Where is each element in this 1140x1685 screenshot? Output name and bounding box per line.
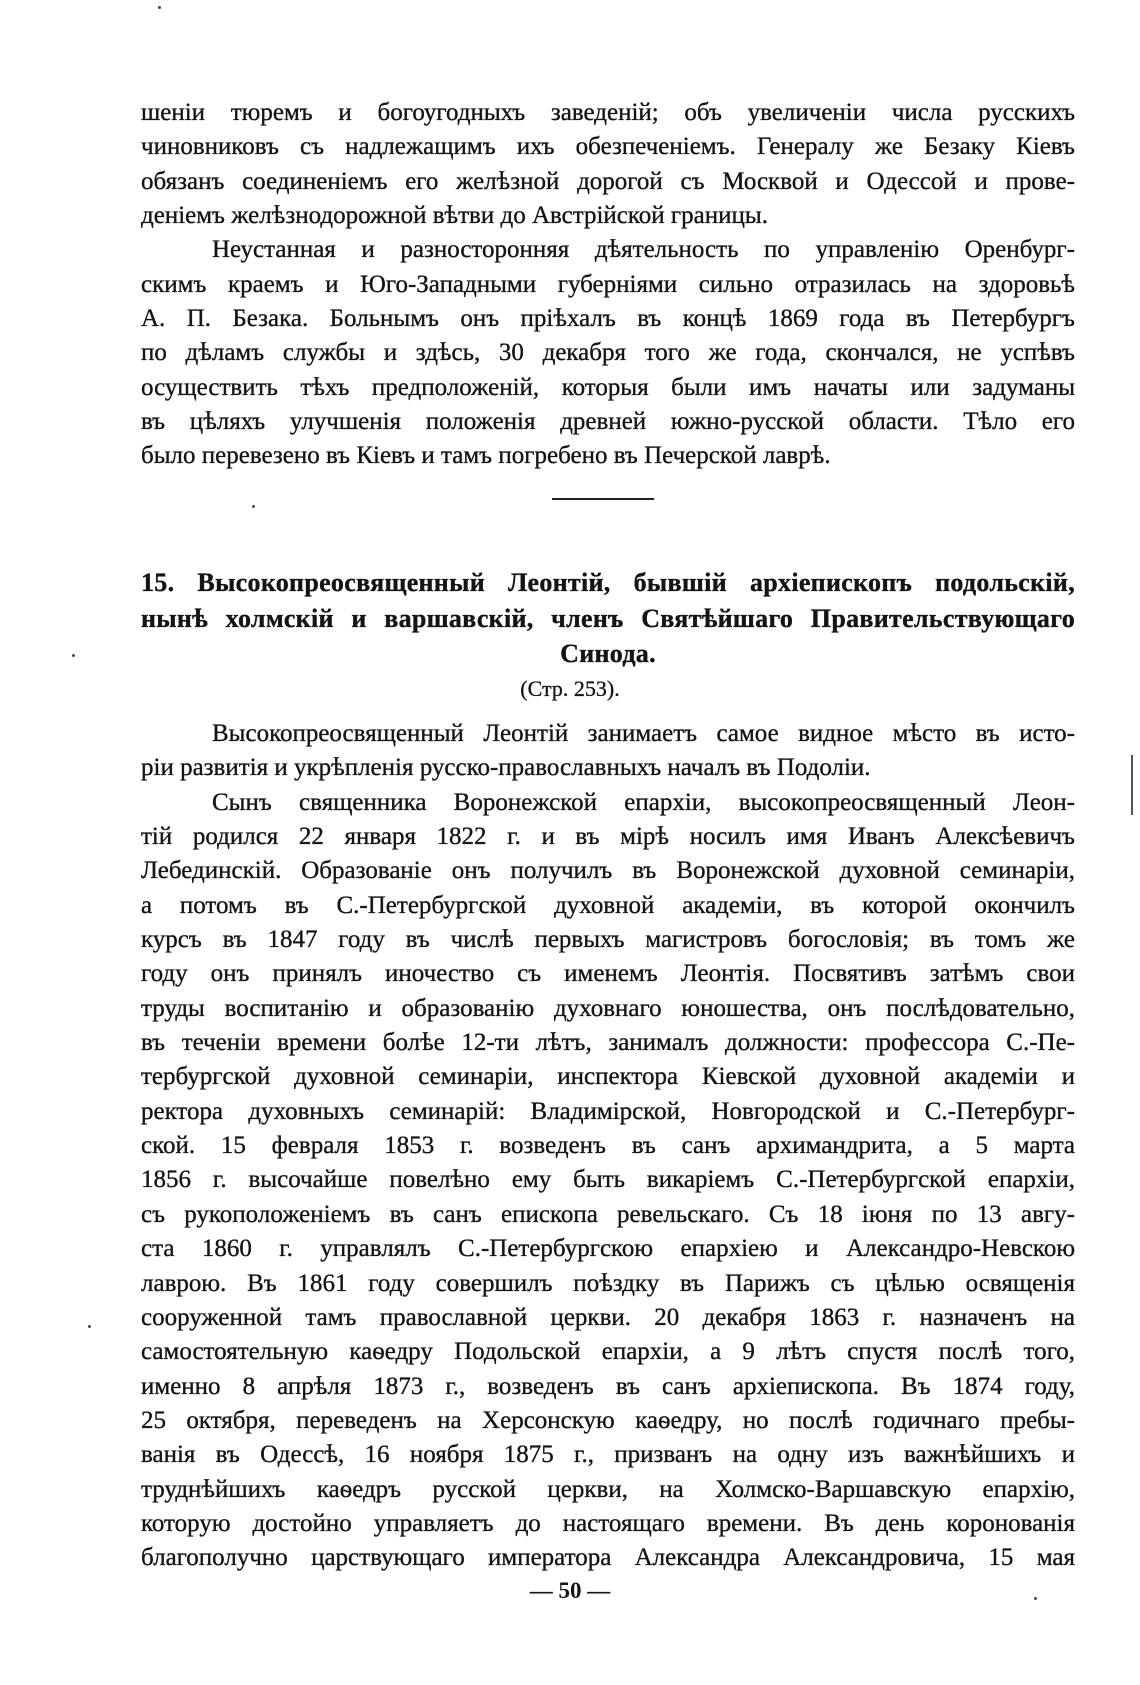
text-block-bottom (141, 717, 1075, 1576)
text-line: Лебединскiй. Образованiе онъ получилъ въ Воронежской духовной семинарiи, (141, 857, 1075, 885)
text-line: А. П. Безака. Больнымъ онъ прiѣхалъ въ концѣ 1869 года въ Петербургъ (141, 305, 1075, 333)
scan-speck (252, 505, 255, 508)
scan-speck (1034, 1597, 1037, 1600)
text-line: лаврою. Въ 1861 году совершилъ поѣздку въ Парижъ съ цѣлью освященiя (141, 1269, 1075, 1297)
text-line: которую достойно управляетъ до настоящаго времени. Въ день коронованiя (141, 1509, 1075, 1537)
text-line: рiи развитiя и укрѣпленiя русско-православныхъ началъ въ Подолiи. (141, 754, 871, 782)
text-line: тiй родился 22 января 1822 г. и въ мiрѣ носилъ имя Иванъ Алексѣевичъ (141, 823, 1075, 851)
text-line: курсъ въ 1847 году въ числѣ первыхъ магистровъ богословiя; въ томъ же (141, 926, 1075, 954)
section-heading (141, 565, 1075, 672)
text-line: въ цѣляхъ улучшенiя положенiя древней южно-русской области. Тѣло его (141, 408, 1075, 436)
text-line: ректора духовныхъ семинарiй: Владимiрской, Новгородской и С.-Петербург- (141, 1097, 1075, 1125)
text-line: обязанъ соединенiемъ его желѣзной дорогой съ Москвой и Одессой и прове- (141, 167, 1075, 195)
text-line: Неустанная и разносторонняя дѣятельность по управленiю Оренбург- (212, 236, 1075, 264)
text-line: труднѣйшихъ каѳедръ русской церкви, на Холмско-Варшавскую епархiю, (141, 1475, 1075, 1503)
text-line: съ рукоположенiемъ въ санъ епископа ревельскаго. Съ 18 iюня по 13 авгу- (141, 1200, 1075, 1228)
text-line: ской. 15 февраля 1853 г. возведенъ въ санъ архимандрита, а 5 марта (141, 1132, 1075, 1160)
heading-line: 15. Высокопреосвященный Леонтiй, бывшiй архiепископъ подольскiй, (141, 568, 1075, 597)
text-line: денiемъ желѣзнодорожной вѣтви до Австрiйской границы. (141, 202, 768, 230)
text-line: году онъ принялъ иночество съ именемъ Леонтiя. Посвятивъ затѣмъ свои (141, 960, 1075, 988)
text-line: сооруженной тамъ православной церкви. 20 декабря 1863 г. назначенъ на (141, 1303, 1075, 1331)
page-number: — 50 — (529, 1578, 611, 1603)
text-line: именно 8 апрѣля 1873 г., возведенъ въ санъ архiепископа. Въ 1874 году, (141, 1372, 1075, 1400)
text-block-top (141, 96, 1075, 474)
text-line: ванiя въ Одессѣ, 16 ноября 1875 г., призванъ на одну изъ важнѣйшихъ и (141, 1441, 1075, 1469)
text-line: въ теченiи времени болѣе 12-ти лѣтъ, занималъ должности: профессора С.-Пе- (141, 1029, 1075, 1057)
text-line: ста 1860 г. управлялъ С.-Петербургскою епархiею и Александро-Невскою (141, 1235, 1075, 1263)
text-line: скимъ краемъ и Юго-Западными губернiями сильно отразилась на здоровьѣ (141, 270, 1075, 298)
scan-speck (72, 654, 75, 657)
text-line: благополучно царствующаго императора Александра Александровича, 15 мая (141, 1544, 1075, 1572)
text-line: по дѣламъ службы и здѣсь, 30 декабря того же года, скончался, не успѣвъ (141, 339, 1075, 367)
text-line: чиновниковъ съ надлежащимъ ихъ обезпеченiемъ. Генералу же Безаку Кiевъ (141, 133, 1075, 161)
text-line: осуществить тѣхъ предположенiй, которыя были имъ начаты или задуманы (141, 373, 1075, 401)
text-line: а потомъ въ С.-Петербургской духовной академiи, въ которой окончилъ (141, 891, 1075, 919)
scan-edge-mark (1131, 755, 1133, 815)
text-line: Сынъ священника Воронежской епархiи, высокопреосвященный Леон- (212, 788, 1075, 816)
heading-line: нынѣ холмскiй и варшавскiй, членъ Святѣйшаго Правительствующаго (141, 603, 1075, 633)
text-line: Высокопреосвященный Леонтiй занимаетъ самое видное мѣсто въ исто- (212, 720, 1075, 747)
text-line: труды воспитанiю и образованiю духовнаго юношества, онъ послѣдовательно, (141, 994, 1075, 1022)
text-line: 1856 г. высочайше повелѣно ему быть викарiемъ С.-Петербургской епархiи, (141, 1166, 1075, 1194)
text-line: было перевезено въ Кiевъ и тамъ погребено въ Печерской лаврѣ. (141, 442, 831, 470)
text-line: самостоятельную каѳедру Подольской епархiи, а 9 лѣтъ спустя послѣ того, (141, 1338, 1075, 1366)
text-line: шенiи тюремъ и богоугодныхъ заведенiй; объ увеличенiи числа русскихъ (141, 99, 1075, 126)
heading-line: Синода. (560, 639, 656, 668)
scan-speck (88, 1325, 91, 1328)
text-line: 25 октября, переведенъ на Херсонскую каѳедру, но послѣ годичнаго пребы- (141, 1406, 1075, 1434)
section-divider (552, 498, 654, 500)
scan-speck (158, 6, 161, 9)
page-reference: (Стр. 253). (520, 676, 620, 701)
text-line: тербургской духовной семинарiи, инспектора Кiевской духовной академiи и (141, 1063, 1075, 1091)
